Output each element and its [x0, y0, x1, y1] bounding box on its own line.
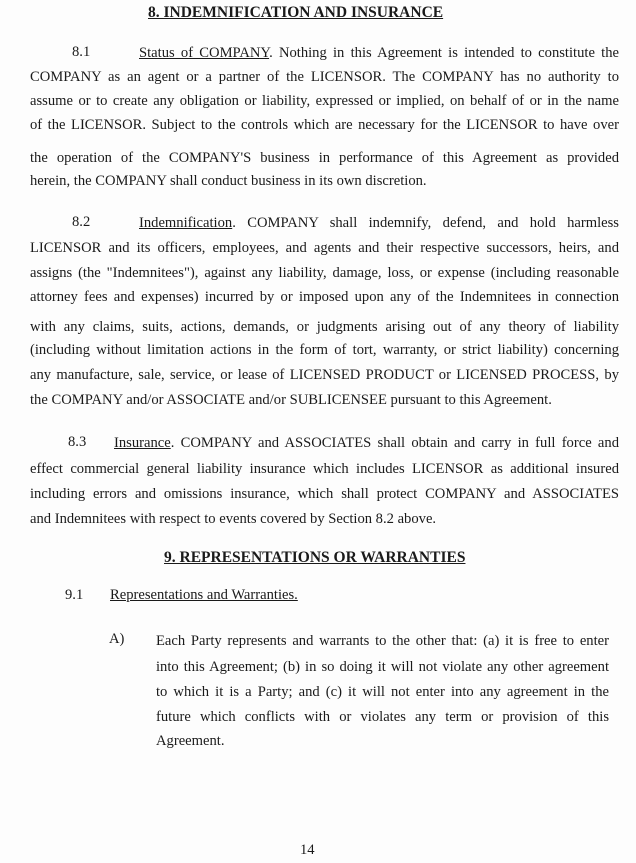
clause-number: 8.2: [72, 214, 91, 230]
clause-line: any manufacture, sale, service, or lease of LICENSED PRODUCT or LICENSED PROCESS, by: [30, 367, 619, 383]
clause-line: effect commercial general liability insurance which includes LICENSOR as additional insured: [30, 461, 619, 477]
sub-item-line: Agreement.: [156, 733, 225, 749]
clause-number: 8.1: [72, 44, 91, 60]
clause-line: COMPANY as an agent or a partner of the LICENSOR. The COMPANY has no authority to: [30, 69, 619, 85]
sub-item-line: into this Agreement; (b) in so doing it will not violate any other agreement: [156, 659, 609, 675]
clause-title: Status of COMPANY: [139, 45, 270, 61]
clause-line: assigns (the "Indemnitees"), against any liability, damage, loss, or expense (including reasonable: [30, 265, 619, 281]
clause-line: the COMPANY and/or ASSOCIATE and/or SUBLICENSEE pursuant to this Agreement.: [30, 392, 552, 408]
clause-line: LICENSOR and its officers, employees, and agents and their respective successors, heirs, and: [30, 240, 619, 256]
sub-item-line: Each Party represents and warrants to the other that: (a) it is free to enter: [156, 633, 609, 649]
section-8-heading: 8. INDEMNIFICATION AND INSURANCE: [148, 4, 444, 21]
clause-number: 9.1: [65, 587, 84, 603]
clause-line: the operation of the COMPANY'S business in performance of this Agreement as provided: [30, 150, 619, 166]
sub-item-label: A): [109, 631, 125, 647]
clause-line: including errors and omissions insurance, which shall protect COMPANY and ASSOCIATES: [30, 486, 619, 502]
clause-line: (including without limitation actions in the form of tort, warranty, or strict liability) concerning: [30, 342, 619, 358]
page-number: 14: [300, 842, 315, 858]
clause-line: herein, the COMPANY shall conduct business in its own discretion.: [30, 173, 427, 189]
clause-line: and Indemnitees with respect to events covered by Section 8.2 above.: [30, 511, 437, 527]
clause-text: . COMPANY shall indemnify, defend, and hold harmless: [232, 215, 619, 231]
clause-line: attorney fees and expenses) incurred by or imposed upon any of the Indemnitees in connection: [30, 289, 619, 305]
clause-number: 8.3: [68, 434, 87, 450]
clause-title: Insurance: [114, 435, 171, 451]
clause-title: Representations and Warranties.: [110, 587, 298, 603]
clause-first-line: [114, 434, 619, 452]
clause-line: assume or to create any obligation or liability, expressed or implied, on behalf of or in the name: [30, 93, 619, 109]
clause-text: . Nothing in this Agreement is intended to constitute the: [269, 45, 619, 61]
sub-item-line: to which it is a Party; and (c) it will not enter into any agreement in the: [156, 684, 609, 700]
clause-title: Indemnification: [139, 215, 233, 231]
clause-text: . COMPANY and ASSOCIATES shall obtain and carry in full force and: [170, 435, 619, 451]
sub-item-line: future which conflicts with or violates any term or provision of this: [156, 709, 609, 725]
clause-first-line: [139, 44, 619, 62]
clause-line: with any claims, suits, actions, demands, or judgments arising out of any theory of liability: [30, 319, 619, 335]
section-9-heading: 9. REPRESENTATIONS OR WARRANTIES: [164, 549, 466, 566]
clause-line: of the LICENSOR. Subject to the controls which are necessary for the LICENSOR to have over: [30, 117, 619, 133]
clause-first-line: [139, 214, 619, 232]
